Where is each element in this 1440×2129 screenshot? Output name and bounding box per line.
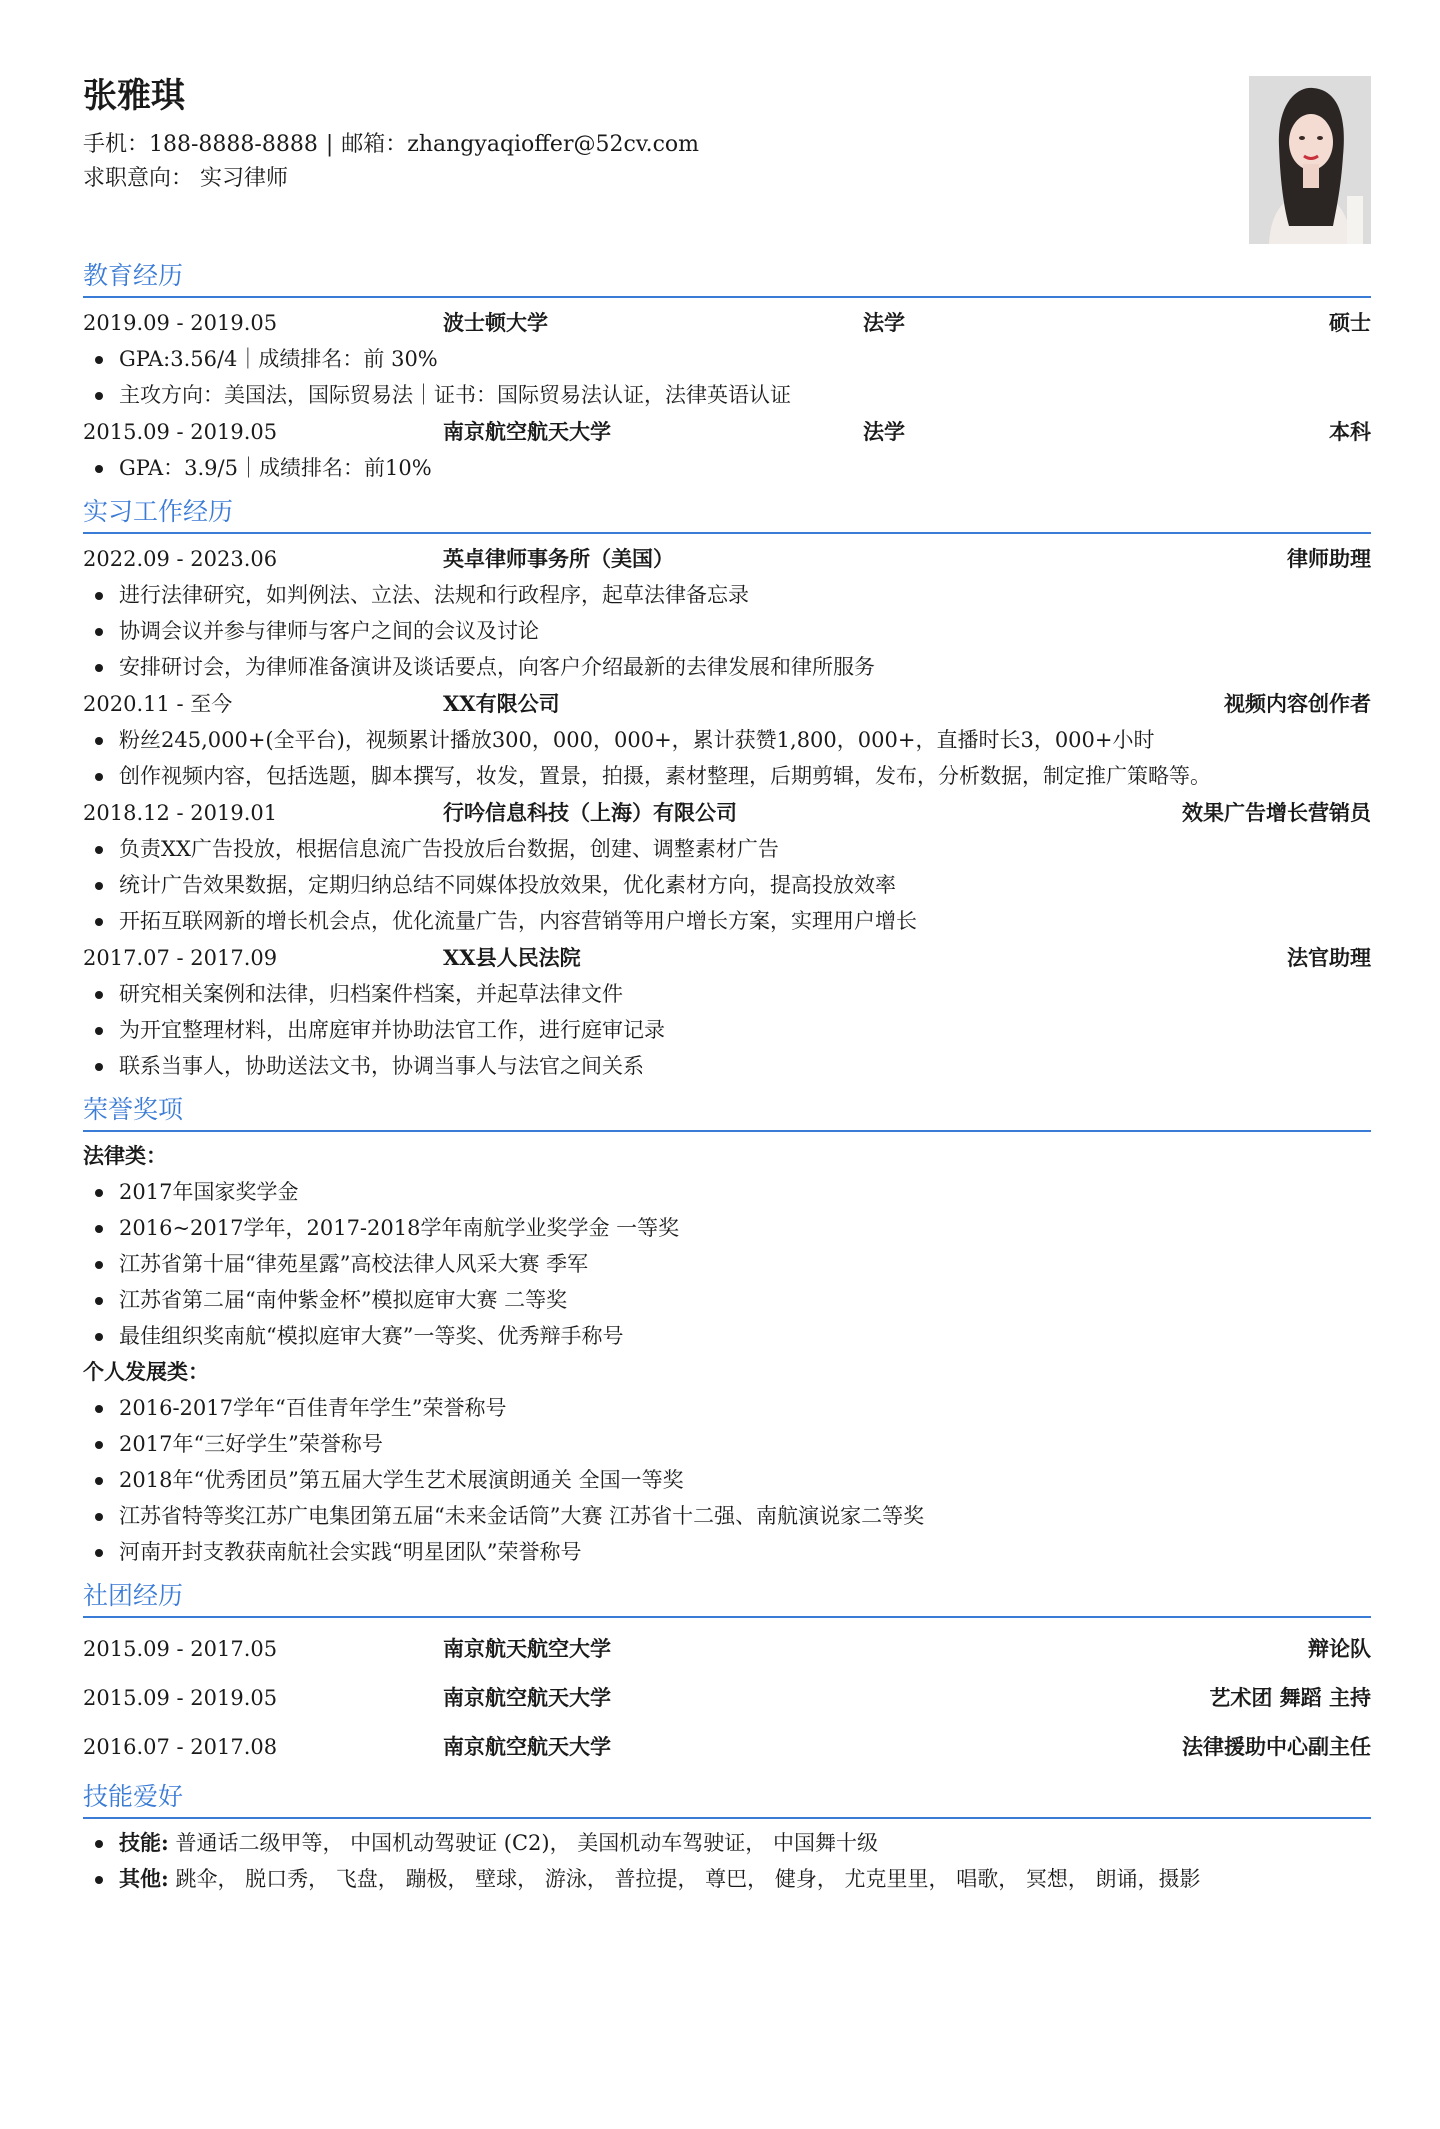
club-period: 2015.09 - 2017.05 (83, 1636, 278, 1661)
club-row (83, 1624, 1371, 1673)
section-title-experience: 实习工作经历 (83, 494, 1371, 534)
education-school: 波士顿大学 (443, 309, 548, 335)
list-item: 最佳组织奖南航“模拟庭审大赛”一等奖、优秀辩手称号 (83, 1318, 1371, 1354)
experience-bullets (83, 831, 1371, 939)
education-major: 法学 (863, 309, 905, 335)
honor-group-label: 法律类： (83, 1143, 167, 1168)
list-item: 主攻方向：美国法，国际贸易法｜证书：国际贸易法认证，法律英语认证 (83, 377, 1371, 413)
skills-list (83, 1825, 1371, 1897)
section-title-clubs: 社团经历 (83, 1578, 1371, 1618)
resume-page (83, 70, 1371, 1897)
skill-text: 普通话二级甲等， 中国机动驾驶证 (C2)， 美国机动车驾驶证， 中国舞十级 (168, 1831, 878, 1855)
club-org: 南京航空航天大学 (443, 1733, 611, 1759)
skills-section (83, 1779, 1371, 1897)
education-bullets (83, 450, 1371, 486)
list-item: 2016-2017学年“百佳青年学生”荣誉称号 (83, 1390, 1371, 1426)
club-role: 法律援助中心副主任 (1182, 1733, 1371, 1759)
experience-role: 效果广告增长营销员 (1182, 799, 1371, 825)
phone: 手机：188-8888-8888 (83, 132, 318, 157)
list-item: 2018年“优秀团员”第五届大学生艺术展演朗通关 全国一等奖 (83, 1462, 1371, 1498)
portrait-icon (1249, 76, 1371, 244)
experience-org: XX有限公司 (443, 690, 560, 716)
contact-line (83, 128, 1371, 162)
experience-role: 法官助理 (1287, 944, 1371, 970)
list-item: 2017年“三好学生”荣誉称号 (83, 1426, 1371, 1462)
education-period: 2015.09 - 2019.05 (83, 419, 278, 444)
list-item: 开拓互联网新的增长机会点，优化流量广告，内容营销等用户增长方案，实理用户增长 (83, 903, 1371, 939)
experience-role: 律师助理 (1287, 545, 1371, 571)
list-item: 创作视频内容，包括选题，脚本撰写，妆发，置景，拍摄，素材整理，后期剪辑，发布，分析数据，制定推广策略等。 (83, 758, 1371, 794)
list-item: 2016~2017学年，2017-2018学年南航学业奖学金 一等奖 (83, 1210, 1371, 1246)
club-role: 辩论队 (1308, 1635, 1371, 1661)
club-org: 南京航空航天大学 (443, 1684, 611, 1710)
experience-row (83, 540, 1371, 577)
experience-bullets (83, 577, 1371, 685)
experience-role: 视频内容创作者 (1224, 690, 1371, 716)
skill-label: 技能: (119, 1830, 169, 1855)
club-org: 南京航天航空大学 (443, 1635, 611, 1661)
experience-period: 2022.09 - 2023.06 (83, 546, 278, 571)
honor-group-label: 个人发展类： (83, 1359, 209, 1384)
education-section (83, 258, 1371, 486)
list-item (83, 1825, 1371, 1861)
club-row (83, 1673, 1371, 1722)
list-item: 为开宜整理材料，出席庭审并协助法官工作，进行庭审记录 (83, 1012, 1371, 1048)
experience-period: 2020.11 - 至今 (83, 691, 233, 716)
candidate-name: 张雅琪 (83, 76, 185, 116)
list-item: 负责XX广告投放，根据信息流广告投放后台数据，创建、调整素材广告 (83, 831, 1371, 867)
resume-header (83, 70, 1371, 250)
section-title-education: 教育经历 (83, 258, 1371, 298)
list-item: 河南开封支教获南航社会实践“明星团队”荣誉称号 (83, 1534, 1371, 1570)
education-degree: 硕士 (1329, 309, 1371, 335)
experience-period: 2017.07 - 2017.09 (83, 945, 278, 970)
list-item: 江苏省特等奖江苏广电集团第五届“未来金话筒”大赛 江苏省十二强、南航演说家二等奖 (83, 1498, 1371, 1534)
list-item (83, 1861, 1371, 1897)
list-item: 粉丝245,000+(全平台)，视频累计播放300，000，000+，累计获赞1,800，000+，直播时长3，000+小时 (83, 722, 1371, 758)
honor-list (83, 1174, 1371, 1354)
experience-org: 行吟信息科技（上海）有限公司 (443, 799, 737, 825)
club-period: 2016.07 - 2017.08 (83, 1734, 278, 1759)
section-title-skills: 技能爱好 (83, 1779, 1371, 1819)
club-role: 艺术团 舞蹈 主持 (1209, 1684, 1371, 1710)
list-item: 江苏省第二届“南仲紫金杯”模拟庭审大赛 二等奖 (83, 1282, 1371, 1318)
experience-bullets (83, 976, 1371, 1084)
experience-row (83, 939, 1371, 976)
experience-row (83, 685, 1371, 722)
club-period: 2015.09 - 2019.05 (83, 1685, 278, 1710)
list-item: GPA：3.9/5｜成绩排名：前10% (83, 450, 1371, 486)
skill-text: 跳伞， 脱口秀， 飞盘， 蹦极， 壁球， 游泳， 普拉提， 尊巴， 健身， 尤克里里， 唱歌， 冥想， 朗诵，摄影 (168, 1867, 1201, 1891)
list-item: 联系当事人，协助送法文书，协调当事人与法官之间关系 (83, 1048, 1371, 1084)
contact-separator: | (325, 132, 334, 157)
profile-photo (1249, 76, 1371, 244)
experience-bullets (83, 722, 1371, 794)
education-period: 2019.09 - 2019.05 (83, 310, 278, 335)
list-item: 2017年国家奖学金 (83, 1174, 1371, 1210)
honors-section (83, 1092, 1371, 1570)
list-item: 安排研讨会，为律师准备演讲及谈话要点，向客户介绍最新的去律发展和律所服务 (83, 649, 1371, 685)
education-row (83, 413, 1371, 450)
email: 邮箱：zhangyaqioffer@52cv.com (341, 132, 700, 157)
experience-section (83, 494, 1371, 1084)
clubs-section (83, 1578, 1371, 1771)
list-item: GPA:3.56/4｜成绩排名：前 30% (83, 341, 1371, 377)
list-item: 协调会议并参与律师与客户之间的会议及讨论 (83, 613, 1371, 649)
list-item: 研究相关案例和法律，归档案件档案，并起草法律文件 (83, 976, 1371, 1012)
education-degree: 本科 (1329, 418, 1371, 444)
education-bullets (83, 341, 1371, 413)
experience-org: 英卓律师事务所（美国） (443, 545, 674, 571)
education-row (83, 304, 1371, 341)
experience-row (83, 794, 1371, 831)
skill-label: 其他: (119, 1866, 169, 1891)
list-item: 江苏省第十届“律苑星露”高校法律人风采大赛 季军 (83, 1246, 1371, 1282)
list-item: 进行法律研究，如判例法、立法、法规和行政程序，起草法律备忘录 (83, 577, 1371, 613)
honor-list (83, 1390, 1371, 1570)
education-school: 南京航空航天大学 (443, 418, 611, 444)
experience-period: 2018.12 - 2019.01 (83, 800, 278, 825)
education-major: 法学 (863, 418, 905, 444)
section-title-honors: 荣誉奖项 (83, 1092, 1371, 1132)
job-intent: 求职意向： 实习律师 (83, 166, 288, 191)
experience-org: XX县人民法院 (443, 944, 581, 970)
club-row (83, 1722, 1371, 1771)
list-item: 统计广告效果数据，定期归纳总结不同媒体投放效果，优化素材方向，提高投放效率 (83, 867, 1371, 903)
